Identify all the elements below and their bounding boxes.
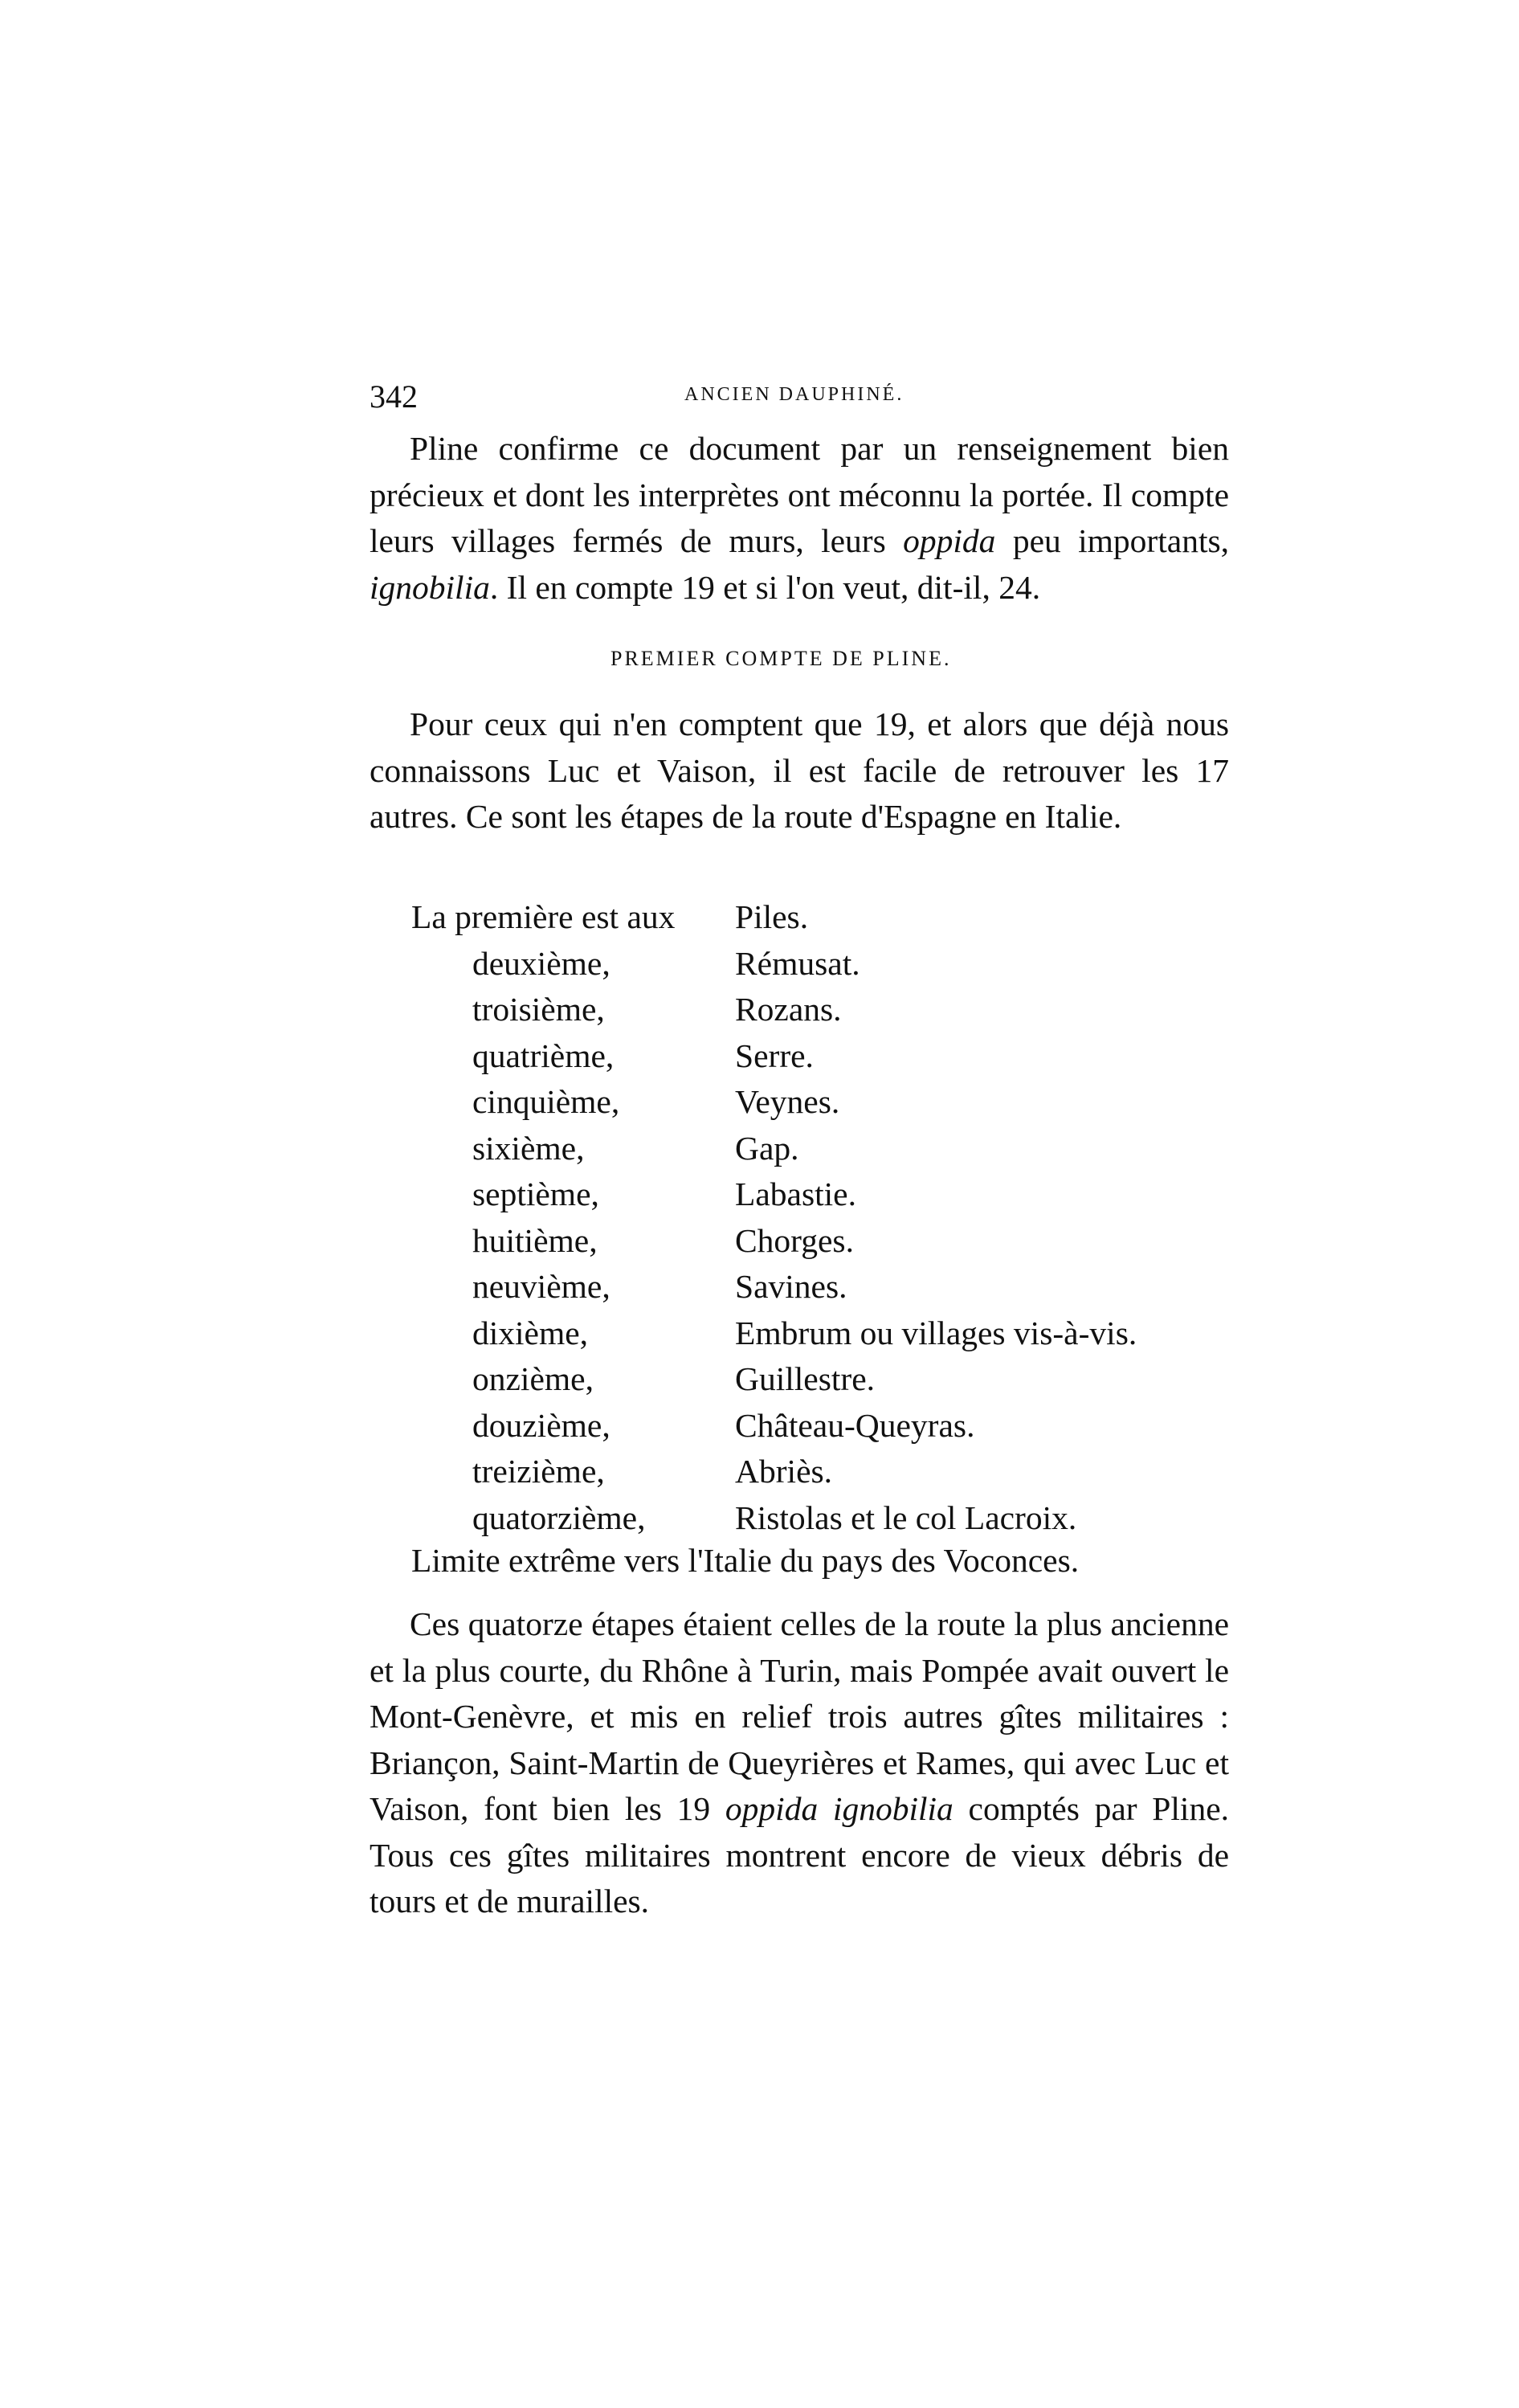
stage-ordinal: La première est aux bbox=[411, 898, 676, 935]
stage-row bbox=[370, 1403, 1253, 1449]
stage-ordinal: neuvième, bbox=[472, 1268, 610, 1305]
stage-place: Piles. bbox=[735, 898, 809, 935]
stage-limit-line: Limite extrême vers l'Italie du pays des Voconces. bbox=[411, 1542, 1080, 1579]
italic-term: oppida ignobilia bbox=[725, 1790, 953, 1827]
stage-row bbox=[370, 1495, 1253, 1542]
page-header bbox=[370, 378, 924, 418]
stage-ordinal: dixième, bbox=[472, 1314, 589, 1351]
stage-place: Labastie. bbox=[735, 1175, 856, 1212]
stage-place: Chorges. bbox=[735, 1221, 854, 1259]
stage-list bbox=[370, 894, 1253, 1541]
section-heading: PREMIER COMPTE DE PLINE. bbox=[610, 647, 952, 670]
stage-row bbox=[370, 894, 1253, 941]
stage-row bbox=[370, 1126, 1253, 1172]
paragraph-text bbox=[370, 1601, 1229, 1925]
stage-place: Guillestre. bbox=[735, 1360, 876, 1397]
text-run: . Il en compte 19 et si l'on veut, dit-il, 24. bbox=[489, 568, 1041, 606]
stage-place: Gap. bbox=[735, 1129, 799, 1167]
stage-place: Château-Queyras. bbox=[735, 1406, 975, 1444]
stage-ordinal: huitième, bbox=[472, 1221, 598, 1259]
stage-row bbox=[370, 1310, 1253, 1357]
stage-row bbox=[370, 1264, 1253, 1310]
paragraph-first-count bbox=[370, 701, 1229, 840]
stage-row bbox=[370, 1079, 1253, 1126]
text-run: peu importants, bbox=[995, 522, 1229, 559]
stage-row bbox=[370, 1171, 1253, 1218]
stage-ordinal: quatorzième, bbox=[472, 1498, 646, 1536]
stage-row bbox=[370, 987, 1253, 1033]
text-run: Ces quatorze étapes étaient celles de la route la plus ancienne et la plus courte, du Rhône à Turin, mais Pompée avait ouvert le Mont-Genèvre, et mis en relief trois autres gîtes militaires : Briançon, Saint-Martin de Queyrières et Rames, qui avec Luc et Vaison, font bien les 19 bbox=[370, 1605, 1229, 1827]
paragraph-fourteen-stages bbox=[370, 1601, 1229, 1925]
stage-place: Rémusat. bbox=[735, 944, 860, 982]
paragraph-pline-document bbox=[370, 426, 1229, 611]
stage-place: Savines. bbox=[735, 1268, 847, 1305]
running-title: ANCIEN DAUPHINÉ. bbox=[684, 384, 904, 405]
stage-row bbox=[370, 1356, 1253, 1403]
stage-ordinal: onzième, bbox=[472, 1360, 594, 1397]
stage-row bbox=[370, 1033, 1253, 1080]
stage-row bbox=[370, 1218, 1253, 1265]
italic-term: ignobilia bbox=[370, 568, 490, 606]
text-run: comptés par Pline. Tous ces gîtes militaires montrent encore de vieux débris de tours et de murailles. bbox=[370, 1790, 1229, 1919]
stage-ordinal: deuxième, bbox=[472, 944, 610, 982]
stage-place: Ristolas et le col Lacroix. bbox=[735, 1498, 1077, 1536]
stage-ordinal: treizième, bbox=[472, 1453, 605, 1490]
stage-place: Serre. bbox=[735, 1036, 814, 1074]
stage-ordinal: troisième, bbox=[472, 991, 605, 1028]
stage-place: Embrum ou villages vis-à-vis. bbox=[735, 1314, 1137, 1351]
stage-place: Veynes. bbox=[735, 1083, 840, 1120]
paragraph-text bbox=[370, 426, 1229, 611]
italic-term: oppida bbox=[903, 522, 996, 559]
stage-ordinal: sixième, bbox=[472, 1129, 585, 1167]
stage-ordinal: septième, bbox=[472, 1175, 599, 1212]
paragraph-text: Pour ceux qui n'en comptent que 19, et alors que déjà nous connaissons Luc et Vaison, il est facile de retrouver les 17 autres. Ce sont les étapes de la route d'Espagne en Italie. bbox=[370, 705, 1229, 835]
stage-place: Rozans. bbox=[735, 991, 842, 1028]
stage-row bbox=[370, 1449, 1253, 1495]
stage-ordinal: quatrième, bbox=[472, 1036, 615, 1074]
stage-row bbox=[370, 941, 1253, 987]
stage-ordinal: douzième, bbox=[472, 1406, 610, 1444]
stage-place: Abriès. bbox=[735, 1453, 833, 1490]
text-run: Pline confirme ce document par un renseignement bien précieux et dont les interprètes ont méconnu la portée. Il compte leurs villages fermés de murs, leurs bbox=[370, 430, 1229, 559]
stage-ordinal: cinquième, bbox=[472, 1083, 620, 1120]
page-number: 342 bbox=[370, 378, 418, 415]
